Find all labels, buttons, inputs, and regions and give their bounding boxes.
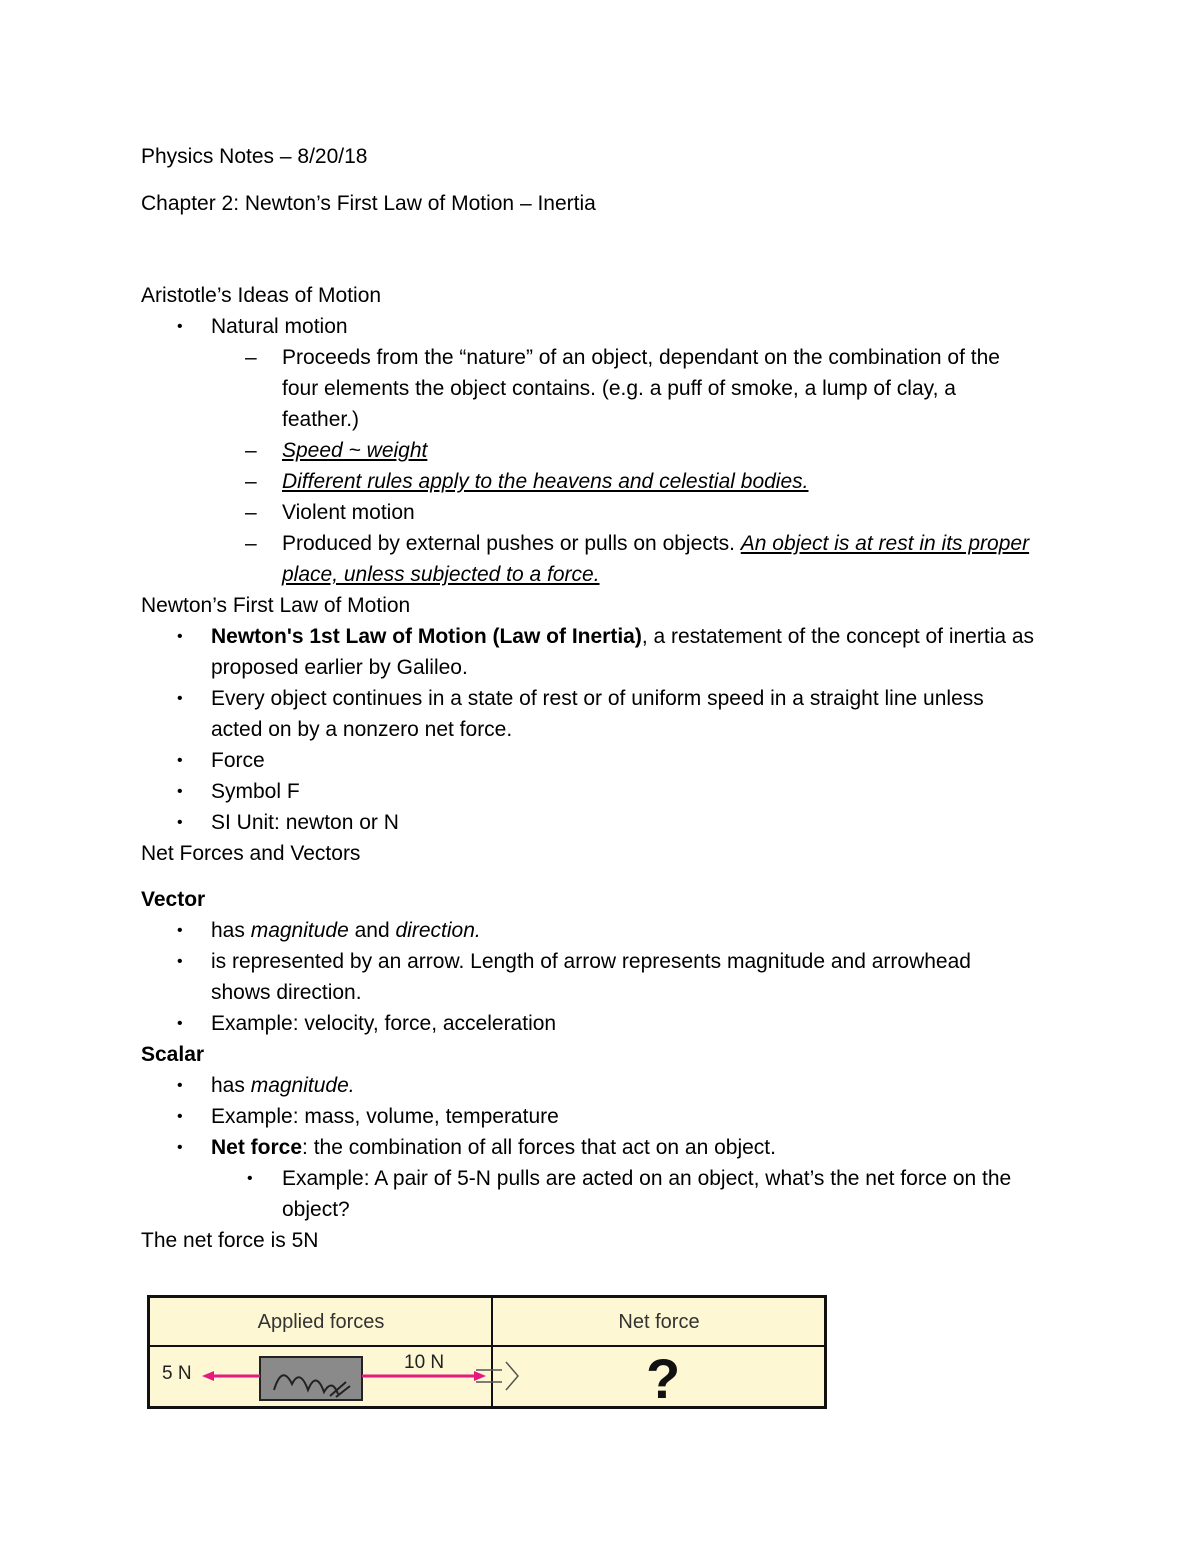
produced-line-1 [282,528,1029,559]
vector-has-magnitude: magnitude [250,919,349,942]
net-force-answer: The net force is 5N [141,1229,319,1252]
net-force-figure [147,1295,827,1409]
every-object-line-2: acted on by a nonzero net force. [211,718,513,741]
vector-has-direction: direction. [395,919,481,942]
section-heading-net-forces: Net Forces and Vectors [141,842,361,865]
bullet-icon: • [177,1077,183,1094]
newton-law-rest: , a restatement of the concept of inertia as [641,625,1035,648]
newton-law-line-2: proposed earlier by Galileo. [211,656,468,679]
newton-law-bold: Newton's 1st Law of Motion (Law of Inertia) [211,625,642,648]
every-object-line-1: Every object continues in a state of rest or of uniform speed in a straight line unless [211,687,984,710]
scalar-has-magnitude: magnitude. [250,1074,355,1097]
bullet-icon: • [177,318,183,335]
vector-has-and: and [348,919,396,942]
vector-heading: Vector [141,888,206,911]
bullet-icon: • [247,1170,253,1187]
bullet-icon: • [177,1108,183,1125]
proceeds-line-2: four elements the object contains. (e.g. a puff of smoke, a lump of clay, a [282,377,956,400]
net-force-example-line-2: object? [282,1198,350,1221]
symbol-item: Symbol F [211,780,300,803]
net-force-item [211,1132,776,1163]
net-force-rest: : the combination of all forces that act on an object. [302,1136,776,1159]
vector-example-item: Example: velocity, force, acceleration [211,1012,557,1035]
dash-icon: – [245,439,257,462]
section-heading-aristotle: Aristotle’s Ideas of Motion [141,284,382,307]
si-unit-item: SI Unit: newton or N [211,811,399,834]
block-icon [260,1357,362,1400]
bullet-icon: • [177,1139,183,1156]
section-heading-newton: Newton’s First Law of Motion [141,594,411,617]
right-force-label: 10 N [404,1352,445,1373]
vector-represented-line-1: is represented by an arrow. Length of arrow represents magnitude and arrowhead [211,950,971,973]
vector-has-item [211,915,481,946]
page-title: Physics Notes – 8/20/18 [141,145,368,168]
proceeds-line-3: feather.) [282,408,360,431]
left-force-label: 5 N [162,1363,192,1384]
force-diagram [150,1298,824,1410]
produced-underlined-2: place, unless subjected to a force. [282,563,600,586]
bullet-icon: • [177,628,183,645]
bullet-icon: • [177,690,183,707]
applied-forces-header: Applied forces [257,1311,385,1333]
vector-has-pre: has [211,919,251,942]
chapter-title: Chapter 2: Newton’s First Law of Motion – Inertia [141,192,596,215]
right-arrowhead-icon [474,1371,486,1381]
force-item: Force [211,749,265,772]
speed-weight-item: Speed ~ weight [282,439,428,462]
vector-represented-line-2: shows direction. [211,981,362,1004]
scalar-example-item: Example: mass, volume, temperature [211,1105,559,1128]
proceeds-line-1: Proceeds from the “nature” of an object, dependant on the combination of the [282,346,1000,369]
bullet-icon: • [177,953,183,970]
bullet-icon: • [177,752,183,769]
net-force-example-line-1: Example: A pair of 5-N pulls are acted on an object, what’s the net force on the [282,1167,1012,1190]
unknown-net-force: ? [646,1347,681,1410]
dash-icon: – [245,501,257,524]
bullet-icon: • [177,922,183,939]
produced-underlined-1: An object is at rest in its proper [740,532,1030,555]
bullet-icon: • [177,783,183,800]
dash-icon: – [245,346,257,369]
net-force-header: Net force [618,1311,700,1333]
bullet-icon: • [177,814,183,831]
scalar-heading: Scalar [141,1043,205,1066]
bullet-icon: • [177,1015,183,1032]
net-force-bold: Net force [211,1136,303,1159]
dash-icon: – [245,470,257,493]
natural-motion-item: Natural motion [211,315,348,338]
different-rules-item: Different rules apply to the heavens and celestial bodies. [282,470,809,493]
violent-motion-item: Violent motion [282,501,415,524]
scalar-has-pre: has [211,1074,251,1097]
newton-law-line-1 [211,621,1034,652]
dash-icon: – [245,532,257,555]
scalar-has-item [211,1070,355,1101]
left-arrowhead-icon [202,1371,214,1381]
produced-text: Produced by external pushes or pulls on objects. [282,532,741,555]
